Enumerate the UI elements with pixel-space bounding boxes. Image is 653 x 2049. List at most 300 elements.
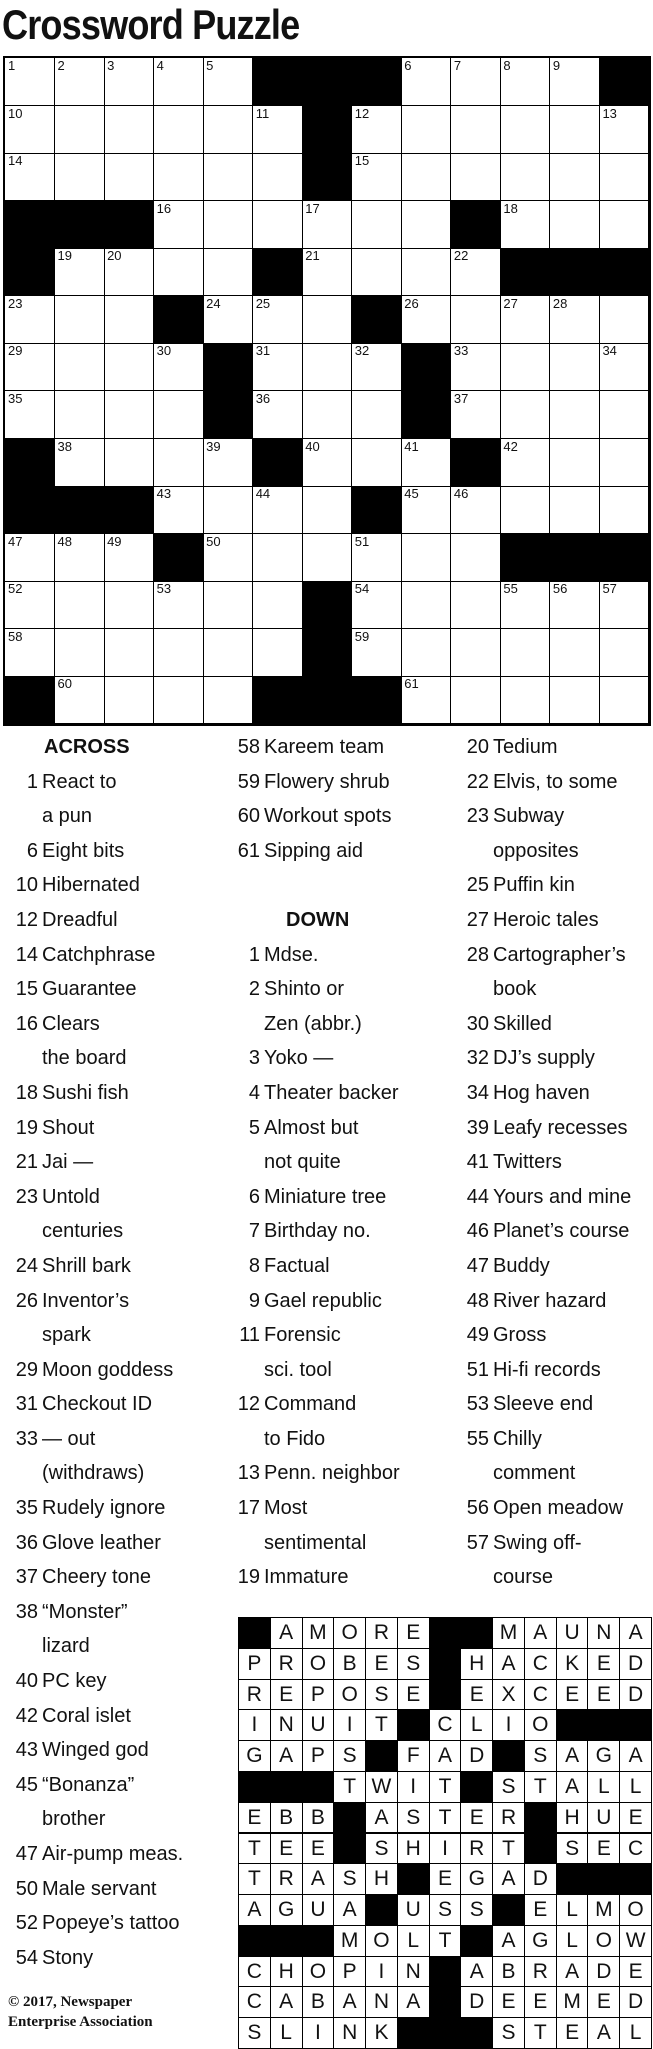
answer-letter: R <box>270 1648 303 1680</box>
answer-letter: R <box>365 1617 398 1649</box>
answer-black-square <box>238 1925 271 1957</box>
grid-square[interactable] <box>599 153 649 201</box>
grid-square[interactable] <box>599 343 649 391</box>
answer-letter: I <box>492 1709 525 1741</box>
grid-square[interactable] <box>352 391 402 439</box>
grid-square[interactable] <box>253 201 303 249</box>
grid-square[interactable] <box>302 391 352 439</box>
grid-square[interactable] <box>55 439 105 487</box>
grid-square[interactable] <box>401 534 451 582</box>
grid-square[interactable] <box>401 296 451 344</box>
clue-item-text: Jai — <box>42 1151 94 1174</box>
grid-square[interactable] <box>253 153 303 201</box>
answer-letter: H <box>270 1956 303 1988</box>
clue-item-text: Most <box>264 1497 308 1520</box>
grid-square[interactable] <box>5 106 55 154</box>
answer-letter: E <box>587 1986 620 2018</box>
clue-item <box>455 1076 653 1111</box>
grid-square[interactable] <box>203 534 253 582</box>
grid-square[interactable] <box>500 391 550 439</box>
answer-letter: T <box>492 1833 525 1865</box>
grid-square[interactable] <box>253 391 303 439</box>
clue-item-text: brother <box>42 1808 106 1831</box>
clue-item-number: 59 <box>237 770 260 793</box>
grid-square[interactable] <box>451 296 501 344</box>
answer-black-square <box>460 1617 493 1649</box>
clue-item <box>4 1906 234 1941</box>
clue-item <box>4 1560 234 1595</box>
grid-square[interactable] <box>302 343 352 391</box>
answer-letter: B <box>333 1648 366 1680</box>
clue-item-text: Coral islet <box>42 1704 131 1727</box>
grid-square[interactable] <box>203 201 253 249</box>
grid-square[interactable] <box>550 106 600 154</box>
grid-square[interactable] <box>500 486 550 534</box>
clue-number: 59 <box>354 628 370 644</box>
clue-number: 16 <box>156 200 172 216</box>
grid-square[interactable] <box>599 581 649 629</box>
answer-letter: I <box>238 1709 271 1741</box>
grid-square[interactable] <box>352 534 402 582</box>
answer-letter: E <box>556 2017 589 2049</box>
grid-square[interactable] <box>550 581 600 629</box>
clue-number: 30 <box>156 343 172 359</box>
grid-square[interactable] <box>500 629 550 677</box>
grid-square[interactable] <box>203 248 253 296</box>
grid-square[interactable] <box>104 629 154 677</box>
grid-square[interactable] <box>55 391 105 439</box>
grid-square[interactable] <box>203 58 253 106</box>
grid-square[interactable] <box>550 153 600 201</box>
clue-item-number: 35 <box>15 1497 38 1520</box>
clue-item-number: 3 <box>248 1047 260 1070</box>
grid-black-square <box>599 534 649 582</box>
grid-square[interactable] <box>104 153 154 201</box>
answer-letter: A <box>556 1740 589 1772</box>
clue-item-text: Command <box>264 1393 357 1416</box>
grid-square[interactable] <box>253 343 303 391</box>
clue-item-text: Yoko — <box>264 1047 334 1070</box>
grid-square[interactable] <box>5 629 55 677</box>
clue-item <box>4 903 234 938</box>
clue-item <box>226 1180 456 1215</box>
grid-square[interactable] <box>352 343 402 391</box>
clue-item-number: 61 <box>237 839 260 862</box>
grid-square[interactable] <box>5 581 55 629</box>
grid-square[interactable] <box>154 391 204 439</box>
answer-letter: E <box>429 1863 462 1895</box>
clue-item-text: Swing off- <box>493 1531 582 1554</box>
clue-item <box>455 1318 653 1353</box>
clue-item-number: 2 <box>248 978 260 1001</box>
grid-square[interactable] <box>401 106 451 154</box>
grid-square[interactable] <box>104 248 154 296</box>
grid-square[interactable] <box>500 58 550 106</box>
grid-square[interactable] <box>154 248 204 296</box>
grid-square[interactable] <box>599 201 649 249</box>
grid-black-square <box>5 439 55 487</box>
answer-letter: D <box>460 1986 493 2018</box>
grid-square[interactable] <box>401 581 451 629</box>
grid-square[interactable] <box>302 534 352 582</box>
clue-item <box>455 868 653 903</box>
clue-item <box>4 1180 234 1215</box>
answer-black-square <box>365 1740 398 1772</box>
clue-item-text: sentimental <box>264 1531 367 1554</box>
answer-letter: P <box>302 1740 335 1772</box>
clue-number: 24 <box>206 295 221 311</box>
grid-square[interactable] <box>451 581 501 629</box>
grid-square[interactable] <box>104 343 154 391</box>
clue-number: 33 <box>453 343 469 359</box>
grid-square[interactable] <box>55 676 105 724</box>
clue-item <box>226 1422 456 1457</box>
clue-number: 45 <box>404 486 419 502</box>
grid-square[interactable] <box>401 153 451 201</box>
answer-black-square <box>524 1802 557 1834</box>
grid-square[interactable] <box>253 629 303 677</box>
clue-number: 21 <box>305 248 320 264</box>
grid-square[interactable] <box>203 629 253 677</box>
answer-letter: L <box>556 1894 589 1926</box>
grid-square[interactable] <box>599 439 649 487</box>
clue-item-number: 8 <box>248 1254 260 1277</box>
answer-letter: D <box>460 1740 493 1772</box>
clue-item-number: 16 <box>15 1012 38 1035</box>
grid-square[interactable] <box>154 58 204 106</box>
grid-square[interactable] <box>451 106 501 154</box>
clue-item <box>226 1456 456 1491</box>
grid-square[interactable] <box>203 439 253 487</box>
answer-letter: C <box>524 1679 557 1711</box>
grid-square[interactable] <box>550 676 600 724</box>
grid-square[interactable] <box>203 486 253 534</box>
grid-square[interactable] <box>500 106 550 154</box>
clue-item <box>4 1214 234 1249</box>
grid-square[interactable] <box>500 343 550 391</box>
answer-letter: W <box>619 1925 652 1957</box>
clue-item-text: centuries <box>42 1220 124 1243</box>
clue-number: 54 <box>354 581 370 597</box>
clue-item-number: 25 <box>466 874 489 897</box>
grid-square[interactable] <box>154 486 204 534</box>
answer-letter: D <box>619 1648 652 1680</box>
grid-square[interactable] <box>104 58 154 106</box>
grid-square[interactable] <box>352 629 402 677</box>
answer-letter: S <box>365 1833 398 1865</box>
clue-number: 14 <box>8 153 23 169</box>
grid-black-square <box>451 439 501 487</box>
grid-square[interactable] <box>599 106 649 154</box>
clue-number: 18 <box>503 200 518 216</box>
copyright-notice <box>8 1990 153 2034</box>
answer-letter: F <box>397 1740 430 1772</box>
grid-square[interactable] <box>352 153 402 201</box>
answer-black-square <box>429 1617 462 1649</box>
clue-item-number: 49 <box>466 1324 489 1347</box>
grid-square[interactable] <box>401 58 451 106</box>
answer-black-square <box>270 1925 303 1957</box>
grid-square[interactable] <box>500 676 550 724</box>
grid-square[interactable] <box>451 391 501 439</box>
clue-item <box>226 1041 456 1076</box>
clue-item-text: Planet’s course <box>493 1220 630 1243</box>
grid-black-square <box>104 486 154 534</box>
clue-number: 17 <box>305 200 320 216</box>
grid-square[interactable] <box>5 534 55 582</box>
clue-item <box>455 1180 653 1215</box>
clue-item <box>226 799 456 834</box>
grid-square[interactable] <box>302 296 352 344</box>
grid-square[interactable] <box>104 676 154 724</box>
answer-letter: S <box>333 1740 366 1772</box>
grid-black-square <box>451 201 501 249</box>
grid-square[interactable] <box>302 486 352 534</box>
grid-square[interactable] <box>154 629 204 677</box>
answer-letter: E <box>397 1617 430 1649</box>
grid-square[interactable] <box>550 343 600 391</box>
grid-square[interactable] <box>550 58 600 106</box>
clue-item-number: 37 <box>15 1566 38 1589</box>
clue-number: 31 <box>255 343 271 359</box>
grid-square[interactable] <box>451 534 501 582</box>
answer-letter: E <box>460 1802 493 1834</box>
clue-item-text: Glove leather <box>42 1531 161 1554</box>
grid-square[interactable] <box>203 296 253 344</box>
answer-letter: T <box>429 1771 462 1803</box>
clue-item-number: 56 <box>466 1497 489 1520</box>
grid-square[interactable] <box>104 296 154 344</box>
grid-square[interactable] <box>104 534 154 582</box>
clue-item-number: 48 <box>466 1289 489 1312</box>
grid-square[interactable] <box>55 58 105 106</box>
grid-square[interactable] <box>352 201 402 249</box>
answer-letter: S <box>460 1894 493 1926</box>
clue-number: 49 <box>107 533 122 549</box>
clue-item-number: 18 <box>15 1081 38 1104</box>
grid-square[interactable] <box>5 343 55 391</box>
answer-letter: M <box>333 1925 366 1957</box>
grid-square[interactable] <box>352 248 402 296</box>
grid-square[interactable] <box>203 153 253 201</box>
clue-item-text: Almost but <box>264 1116 359 1139</box>
grid-square[interactable] <box>500 153 550 201</box>
grid-black-square <box>550 534 600 582</box>
answer-letter: B <box>492 1956 525 1988</box>
grid-square[interactable] <box>550 201 600 249</box>
clue-item-number: 41 <box>466 1151 489 1174</box>
clue-number: 7 <box>453 58 462 73</box>
clue-item-text: Gross <box>493 1324 547 1347</box>
grid-square[interactable] <box>550 439 600 487</box>
answer-black-square <box>556 1709 589 1741</box>
grid-square[interactable] <box>451 153 501 201</box>
answer-letter: H <box>397 1833 430 1865</box>
grid-square[interactable] <box>253 534 303 582</box>
clue-item-number: 6 <box>248 1185 260 1208</box>
grid-square[interactable] <box>203 676 253 724</box>
clue-item <box>455 1249 653 1284</box>
answer-letter: E <box>587 1648 620 1680</box>
grid-square[interactable] <box>401 629 451 677</box>
answer-letter: E <box>302 1833 335 1865</box>
grid-square[interactable] <box>451 58 501 106</box>
clue-item-number: 24 <box>15 1254 38 1277</box>
grid-square[interactable] <box>500 201 550 249</box>
grid-square[interactable] <box>302 439 352 487</box>
grid-square[interactable] <box>451 676 501 724</box>
down-heading: DOWN <box>286 908 350 931</box>
grid-square[interactable] <box>154 676 204 724</box>
grid-square[interactable] <box>154 106 204 154</box>
grid-square[interactable] <box>302 201 352 249</box>
grid-square[interactable] <box>203 106 253 154</box>
clue-column-1 <box>4 730 234 1975</box>
answer-letter: A <box>270 1740 303 1772</box>
grid-square[interactable] <box>401 676 451 724</box>
grid-square[interactable] <box>253 296 303 344</box>
clue-number: 6 <box>404 58 412 73</box>
grid-square[interactable] <box>451 486 501 534</box>
clue-item <box>226 1214 456 1249</box>
answer-letter: C <box>429 1709 462 1741</box>
clue-item-number: 12 <box>237 1393 260 1416</box>
grid-square[interactable] <box>104 106 154 154</box>
grid-square[interactable] <box>154 153 204 201</box>
grid-square[interactable] <box>550 486 600 534</box>
grid-square[interactable] <box>253 106 303 154</box>
grid-square[interactable] <box>154 439 204 487</box>
grid-square[interactable] <box>302 248 352 296</box>
clue-number: 39 <box>206 438 221 454</box>
grid-square[interactable] <box>55 343 105 391</box>
grid-square[interactable] <box>352 106 402 154</box>
clue-number: 57 <box>602 581 617 597</box>
clue-number: 5 <box>206 58 214 73</box>
grid-square[interactable] <box>599 486 649 534</box>
grid-square[interactable] <box>599 296 649 344</box>
answer-letter: M <box>302 1617 335 1649</box>
clue-item-number: 19 <box>15 1116 38 1139</box>
clue-item <box>455 1111 653 1146</box>
grid-square[interactable] <box>5 153 55 201</box>
grid-square[interactable] <box>154 581 204 629</box>
clue-item <box>226 834 456 869</box>
answer-letter: P <box>333 1956 366 1988</box>
grid-square[interactable] <box>500 296 550 344</box>
grid-square[interactable] <box>55 248 105 296</box>
grid-black-square <box>302 153 352 201</box>
grid-square[interactable] <box>401 201 451 249</box>
clue-item <box>226 1387 456 1422</box>
grid-square[interactable] <box>599 676 649 724</box>
grid-square[interactable] <box>104 391 154 439</box>
answer-black-square <box>460 2017 493 2049</box>
grid-square[interactable] <box>203 581 253 629</box>
clue-item <box>4 1249 234 1284</box>
grid-square[interactable] <box>401 248 451 296</box>
answer-letter: T <box>524 1771 557 1803</box>
clue-item-text: Hog haven <box>493 1081 590 1104</box>
clue-item <box>226 1249 456 1284</box>
clue-item-text: Penn. neighbor <box>264 1462 400 1485</box>
clue-item-text: Air-pump meas. <box>42 1843 184 1865</box>
grid-square[interactable] <box>451 248 501 296</box>
grid-square[interactable] <box>5 58 55 106</box>
clue-item-number: 34 <box>466 1081 489 1104</box>
clue-item-text: Puffin kin <box>493 874 575 897</box>
grid-square[interactable] <box>550 296 600 344</box>
clue-item-text: Guarantee <box>42 978 137 1001</box>
answer-letter: O <box>302 1956 335 1988</box>
grid-square[interactable] <box>451 629 501 677</box>
clue-item <box>4 868 234 903</box>
grid-square[interactable] <box>352 581 402 629</box>
grid-square[interactable] <box>55 534 105 582</box>
clue-item <box>455 1491 653 1526</box>
answer-letter: E <box>460 1679 493 1711</box>
clue-number: 23 <box>8 295 23 311</box>
grid-square[interactable] <box>550 629 600 677</box>
grid-square[interactable] <box>550 391 600 439</box>
grid-square[interactable] <box>55 296 105 344</box>
grid-black-square <box>253 676 303 724</box>
grid-black-square <box>401 343 451 391</box>
clue-item-text: Kareem team <box>264 736 385 758</box>
clue-item-text: Inventor’s <box>42 1289 130 1312</box>
grid-square[interactable] <box>451 343 501 391</box>
grid-square[interactable] <box>500 581 550 629</box>
grid-black-square <box>302 106 352 154</box>
grid-square[interactable] <box>55 153 105 201</box>
answer-letter: T <box>238 1833 271 1865</box>
answer-letter: G <box>238 1740 271 1772</box>
clue-item <box>4 765 234 800</box>
grid-square[interactable] <box>55 106 105 154</box>
answer-letter: C <box>238 1986 271 2018</box>
grid-square[interactable] <box>5 391 55 439</box>
grid-square[interactable] <box>599 629 649 677</box>
clue-number: 19 <box>57 248 72 264</box>
grid-square[interactable] <box>154 343 204 391</box>
grid-square[interactable] <box>401 439 451 487</box>
clue-number: 32 <box>354 343 370 359</box>
grid-square[interactable] <box>5 296 55 344</box>
answer-black-square <box>333 1833 366 1865</box>
grid-square[interactable] <box>253 581 303 629</box>
grid-square[interactable] <box>500 439 550 487</box>
grid-square[interactable] <box>401 486 451 534</box>
grid-square[interactable] <box>253 486 303 534</box>
grid-square[interactable] <box>104 581 154 629</box>
grid-square[interactable] <box>352 439 402 487</box>
clue-number: 2 <box>57 58 65 73</box>
clue-item-text: Chilly <box>493 1427 542 1450</box>
answer-letter: D <box>619 1986 652 2018</box>
clue-item-number: 9 <box>248 1289 260 1312</box>
grid-square[interactable] <box>55 581 105 629</box>
clue-number: 40 <box>305 438 320 454</box>
grid-square[interactable] <box>104 439 154 487</box>
clue-item-number: 58 <box>237 736 260 758</box>
clue-item-number: 23 <box>15 1185 38 1208</box>
grid-black-square <box>104 201 154 249</box>
grid-square[interactable] <box>55 629 105 677</box>
clue-item-text: Tedium <box>493 736 558 758</box>
grid-square[interactable] <box>599 391 649 439</box>
grid-square[interactable] <box>154 201 204 249</box>
clue-item-text: Cheery tone <box>42 1566 151 1589</box>
